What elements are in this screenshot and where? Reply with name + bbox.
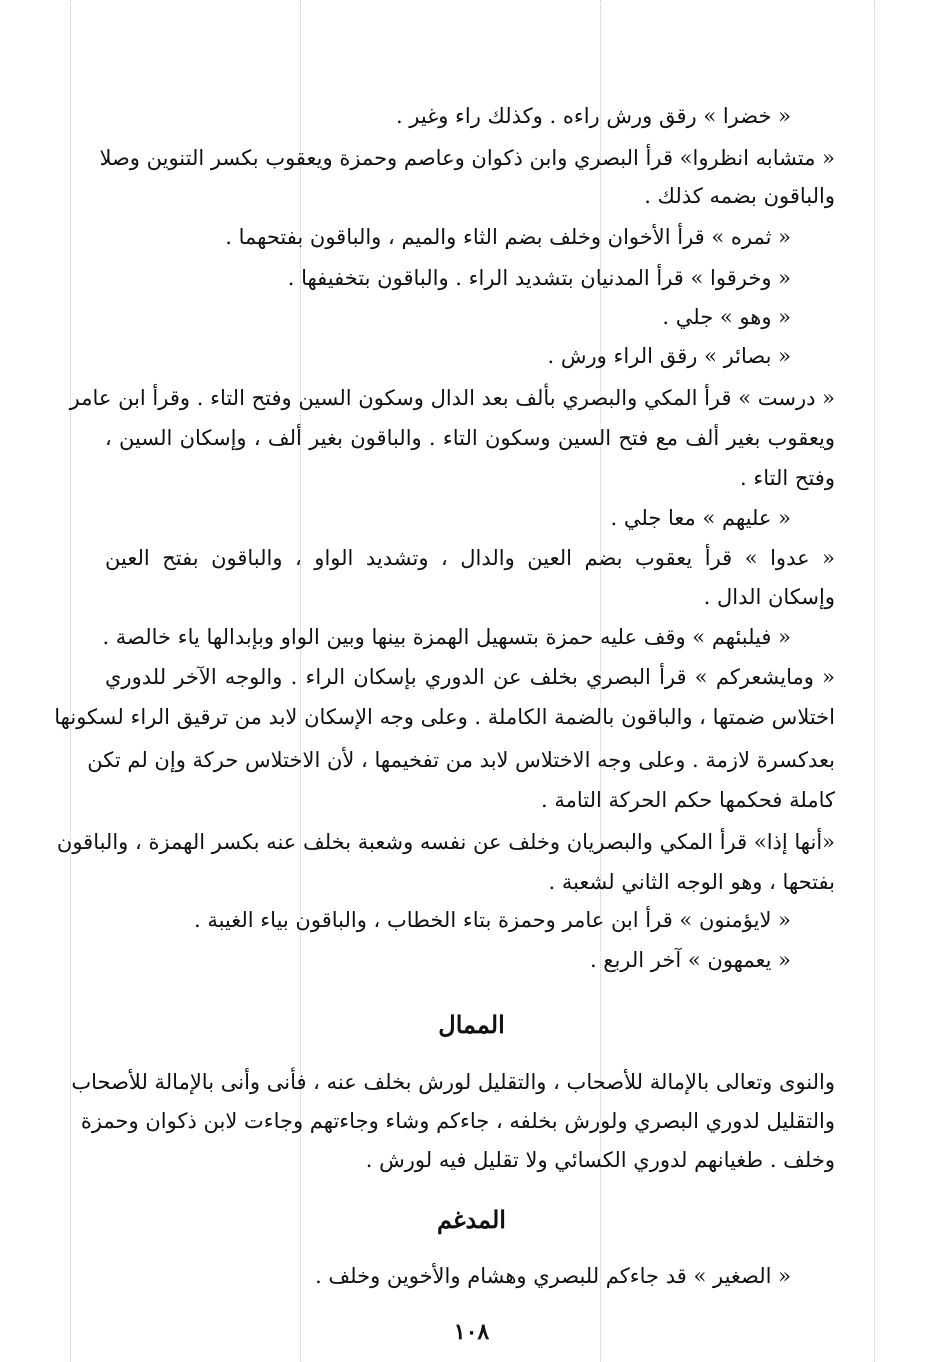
text-line: « فيلبئهم » وقف عليه حمزة بتسهيل الهمزة بينها وبين الواو وبإبدالها ياء خالصة . bbox=[102, 625, 791, 649]
text-line: اختلاس ضمتها ، والباقون بالضمة الكاملة . وعلى وجه الإسكان لابد من ترقيق الراء لسكونها bbox=[54, 705, 835, 729]
text-line: « وهو » جلي . bbox=[662, 305, 791, 329]
text-line: « درست » قرأ المكي والبصري بألف بعد الدال وسكون السين وفتح التاء . وقرأ ابن عامر bbox=[69, 386, 835, 410]
text-line: وخلف . طغيانهم لدوري الكسائي ولا تقليل فيه لورش . bbox=[365, 1148, 835, 1172]
section-heading-mumal: الممال bbox=[438, 1010, 505, 1039]
section-heading-mudgham: المدغم bbox=[437, 1205, 506, 1234]
text-line: « عليهم » معا جلي . bbox=[610, 506, 791, 530]
text-line: « لايؤمنون » قرأ ابن عامر وحمزة بتاء الخطاب ، والباقون بياء الغيبة . bbox=[193, 908, 791, 932]
page-guide-line bbox=[874, 0, 875, 1362]
text-line: « الصغير » قد جاءكم للبصري وهشام والأخوين وخلف . bbox=[315, 1264, 791, 1288]
text-line: بفتحها ، وهو الوجه الثاني لشعبة . bbox=[548, 870, 835, 894]
text-line: وفتح التاء . bbox=[740, 466, 835, 490]
text-line: « بصائر » رقق الراء ورش . bbox=[547, 344, 791, 368]
text-line: وإسكان الدال . bbox=[703, 585, 835, 609]
text-line: « وخرقوا » قرأ المدنيان بتشديد الراء . والباقون بتخفيفها . bbox=[287, 266, 791, 290]
text-line: « عدوا » قرأ يعقوب بضم العين والدال ، وتشديد الواو ، والباقون بفتح العين bbox=[105, 546, 835, 570]
text-line: « متشابه انظروا» قرأ البصري وابن ذكوان وعاصم وحمزة ويعقوب بكسر التنوين وصلا bbox=[99, 146, 835, 170]
text-line: كاملة فحكمها حكم الحركة التامة . bbox=[541, 788, 835, 812]
text-line: « ومايشعركم » قرأ البصري بخلف عن الدوري بإسكان الراء . والوجه الآخر للدوري bbox=[105, 665, 835, 689]
text-line: والتقليل لدوري البصري ولورش بخلفه ، جاءكم وشاء وجاءتهم وجاءت لابن ذكوان وحمزة bbox=[80, 1109, 835, 1133]
text-line: «أنها إذا» قرأ المكي والبصريان وخلف عن نفسه وشعبة بخلف عنه بكسر الهمزة ، والباقون bbox=[56, 830, 835, 854]
text-line: « خضرا » رقق ورش راءه . وكذلك راء وغير . bbox=[395, 104, 791, 128]
page-guide-line bbox=[70, 0, 71, 1362]
text-line: بعدكسرة لازمة . وعلى وجه الاختلاس لابد من تفخيمها ، لأن الاختلاس حركة وإن لم تكن bbox=[87, 748, 835, 772]
page-number: ١٠٨ bbox=[453, 1319, 490, 1345]
text-line: « يعمهون » آخر الربع . bbox=[589, 948, 791, 972]
text-line: والنوى وتعالى بالإمالة للأصحاب ، والتقليل لورش بخلف عنه ، فأنى وأنى بالإمالة للأصحاب bbox=[71, 1070, 835, 1094]
text-line: والباقون بضمه كذلك . bbox=[644, 184, 835, 208]
text-line: « ثمره » قرأ الأخوان وخلف بضم الثاء والميم ، والباقون بفتحهما . bbox=[225, 225, 791, 249]
text-line: ويعقوب بغير ألف مع فتح السين وسكون التاء . والباقون بغير ألف ، وإسكان السين ، bbox=[105, 426, 835, 450]
